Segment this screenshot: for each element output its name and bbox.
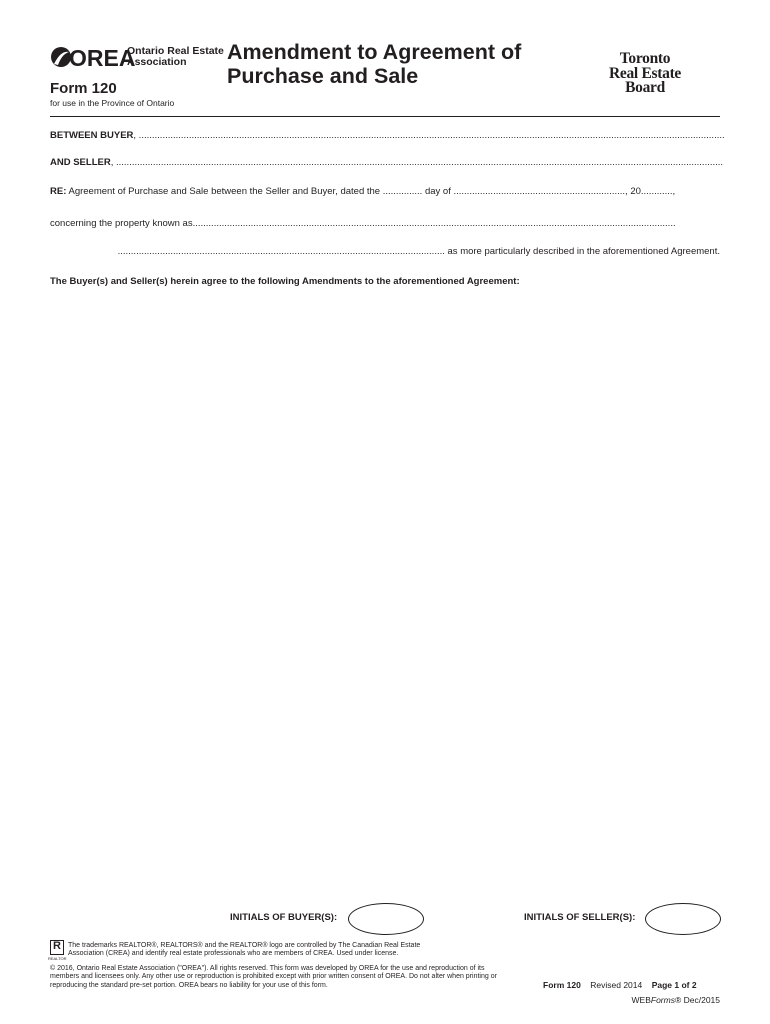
seller-label: AND SELLER	[50, 157, 111, 168]
initials-buyer-label: INITIALS OF BUYER(S):	[230, 912, 338, 923]
footer-form-label: Form 120	[543, 980, 581, 990]
re-field[interactable]	[50, 186, 720, 197]
realtor-logo-letter: R	[53, 940, 61, 952]
property-text[interactable]: concerning the property known as.......................................................................................................................................................................................	[50, 218, 676, 229]
title-line2: Purchase and Sale	[227, 64, 419, 88]
seller-field[interactable]	[50, 157, 724, 168]
realtor-logo-caption: REALTOR	[48, 956, 67, 961]
board-logo-line3: Board	[625, 79, 665, 96]
footer-form-info	[543, 980, 697, 990]
toronto-real-estate-board-logo	[600, 52, 690, 96]
association-name-line2: Association	[127, 56, 187, 68]
webforms-italic: Forms	[650, 995, 675, 1005]
property-field[interactable]	[50, 218, 720, 229]
webforms-prefix: WEB	[631, 995, 651, 1005]
webforms-suffix: ® Dec/2015	[674, 995, 720, 1005]
province-note: for use in the Province of Ontario	[50, 98, 175, 108]
page-title	[227, 40, 521, 88]
board-logo-line1: Toronto	[619, 50, 671, 67]
header-divider	[50, 116, 720, 117]
board-logo-line2: Real Estate	[608, 64, 682, 82]
amendments-text-area[interactable]	[50, 295, 720, 895]
orea-logo	[50, 44, 136, 71]
webforms-credit	[612, 995, 720, 1005]
orea-logo-text: OREA	[69, 45, 136, 71]
initials-seller-oval[interactable]	[645, 903, 721, 935]
buyer-input-line[interactable]: , ..............................................................................................................................................................................................................................	[133, 130, 725, 141]
footer-page: Page 1 of 2	[651, 980, 697, 990]
re-text[interactable]: Agreement of Purchase and Sale between the Seller and Buyer, dated the ............... day of ................................................................., 20............,	[66, 186, 676, 197]
copyright-notice: © 2016, Ontario Real Estate Association ("OREA"). All rights reserved. This form was developed by OREA for the use and reproduction of its members and licensees only. Any other use or reproduction is prohibited except with prior written consent of OREA. Do not alter when printing or reproducing the standard pre-set portion. OREA bears no liability for your use of this form.	[50, 965, 497, 989]
trademark-notice: The trademarks REALTOR®, REALTORS® and the REALTOR® logo are controlled by The Canadian Real Estate Association (CREA) and identify real estate professionals who are members of CREA. Used under license.	[68, 942, 421, 958]
footer-revised: Revised 2014	[590, 980, 643, 990]
seller-input-line[interactable]: , ......................................................................................................................................................................................................................................	[110, 157, 724, 168]
association-name-line1: Ontario Real Estate	[127, 45, 224, 57]
realtor-logo-icon	[50, 940, 64, 955]
description-field[interactable]	[50, 246, 720, 257]
agreement-statement: The Buyer(s) and Seller(s) herein agree to the following Amendments to the aforementioned Agreement:	[50, 276, 520, 287]
initials-buyer-oval[interactable]	[348, 903, 424, 935]
re-label: RE:	[50, 186, 67, 197]
description-text[interactable]: ............................................................................................................................ as more particularly described in the aforementioned Agreement.	[117, 246, 720, 257]
buyer-label: BETWEEN BUYER	[50, 130, 134, 141]
association-name	[127, 46, 224, 68]
buyer-field[interactable]	[50, 130, 725, 141]
title-line1: Amendment to Agreement of	[227, 40, 522, 64]
initials-seller-label: INITIALS OF SELLER(S):	[524, 912, 636, 923]
form-number: Form 120	[50, 80, 117, 97]
